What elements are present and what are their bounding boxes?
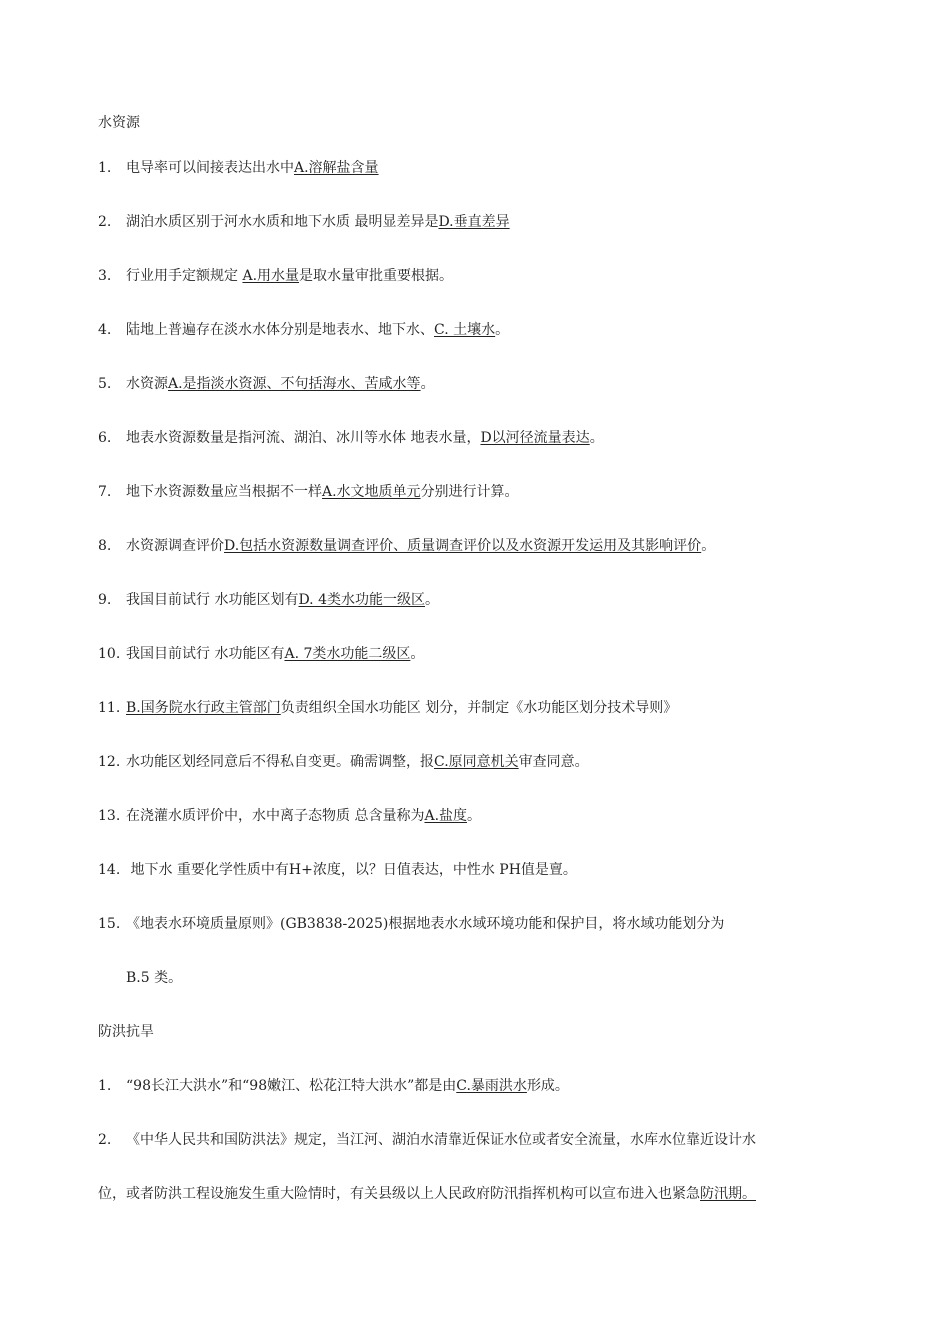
list-item: 9. 我国目前试行 水功能区划有D. 4类水功能一级区。 [98,592,439,608]
list-item: 1. 电导率可以间接表达出水中A.溶解盐含量 [98,160,379,176]
list-item: 11. B.国务院水行政主管部门负责组织全国水功能区 划分，并制定《水功能区划分技术导则》 [98,700,678,716]
list-item: 7. 地下水资源数量应当根据不一样A.水文地质单元分别进行计算。 [98,484,519,500]
answer: C. 土壤水 [434,322,496,338]
answer: C.暴雨洪水 [456,1078,527,1094]
list-item: 14. 地下水 重要化学性质中有H+浓度，以？日值表达，中性水 PH值是亶。 [98,862,577,878]
answer: A.溶解盐含量 [294,160,379,176]
answer: D.垂直差异 [438,214,510,230]
list-item: 4. 陆地上普遍存在淡水水体分别是地表水、地下水、C. 土壤水。 [98,322,510,338]
list-item: 8. 水资源调查评价D.包括水资源数量调查评价、质量调查评价以及水资源开发运用及其影响评价。 [98,538,716,554]
list-item-continuation: B.5 类。 [126,970,183,986]
answer: A.是指淡水资源、不句括海水、苦咸水等 [168,376,421,392]
answer: C.原同意机关 [434,754,519,770]
section-title-water-resources: 水资源 [98,115,140,131]
list-item: 6. 地表水资源数量是指河流、湖泊、冰川等水体 地表水量，D以河径流量表达。 [98,430,604,446]
list-item: 3. 行业用手定额规定 A.用水量是取水量审批重要根据。 [98,268,454,284]
list-item: 10. 我国目前试行 水功能区有A. 7类水功能二级区。 [98,646,425,662]
answer: A. 7类水功能二级区 [284,646,411,662]
answer: A.水文地质单元 [322,484,421,500]
list-item: 2. 湖泊水质区别于河水水质和地下水质 最明显差异是D.垂直差异 [98,214,510,230]
answer: 防汛期。 [700,1186,756,1202]
answer: B.国务院水行政主管部门 [126,700,281,716]
answer: D.包括水资源数量调查评价、质量调查评价以及水资源开发运用及其影响评价 [224,538,702,554]
list-item: 1. “98长江大洪水”和“98嫩江、松花江特大洪水”都是由C.暴雨洪水形成。 [98,1078,569,1094]
list-item: 12. 水功能区划经同意后不得私自变更。确需调整，报C.原同意机关审查同意。 [98,754,589,770]
answer: D. 4类水功能一级区 [298,592,425,608]
list-item: 2. 《中华人民共和国防洪法》规定，当江河、湖泊水清靠近保证水位或者安全流量，水库水位靠近设计水 [98,1132,756,1148]
answer: A.盐度 [424,808,468,824]
answer: A.用水量 [242,268,300,284]
list-item: 15. 《地表水环境质量原则》(GB3838-2025)根据地表水水域环境功能和保护目，将水域功能划分为 [98,916,725,932]
list-item: 13. 在浇灌水质评价中，水中离子态物质 总含量称为A.盐度。 [98,808,482,824]
list-item: 5. 水资源A.是指淡水资源、不句括海水、苦咸水等。 [98,376,435,392]
section-title-flood-drought: 防洪抗旱 [98,1024,154,1040]
list-item-continuation: 位，或者防洪工程设施发生重大险情时，有关县级以上人民政府防汛指挥机构可以宣布进入也紧急防汛期。 [98,1186,756,1202]
answer: D以河径流量表达 [480,430,590,446]
